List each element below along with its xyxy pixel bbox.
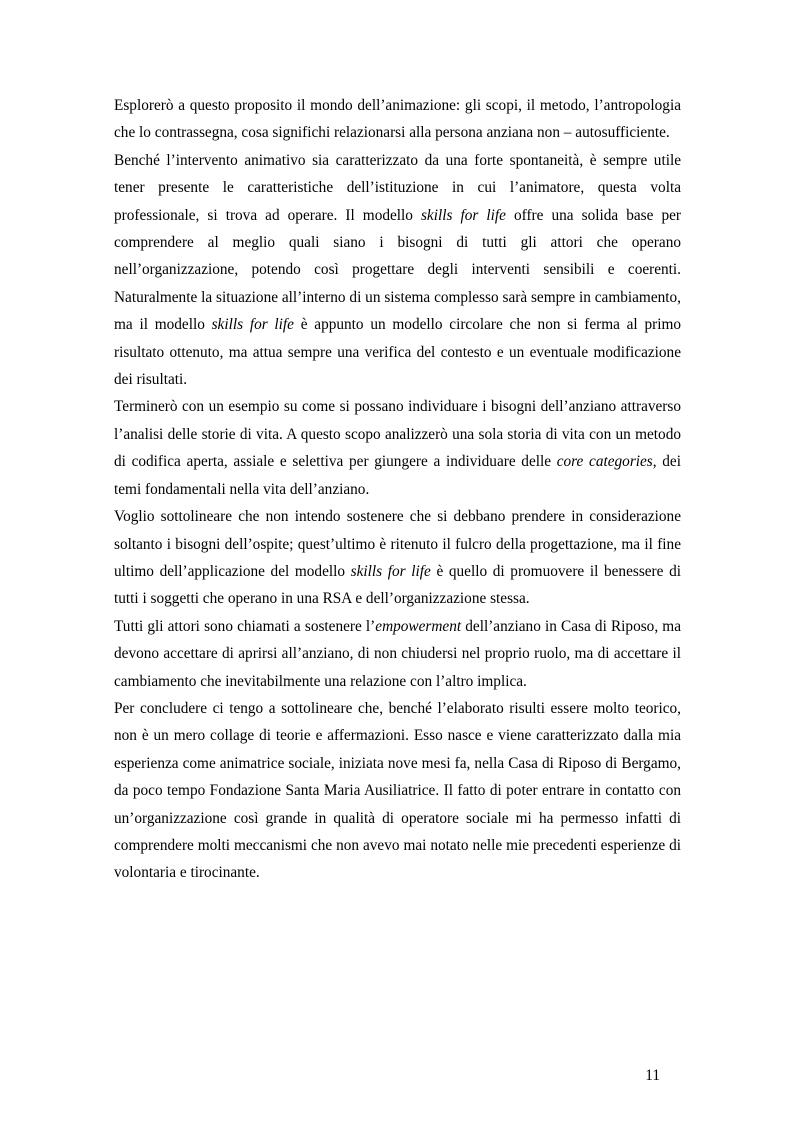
italic-term: skills for life [211,316,294,334]
text-segment: , dei temi fondamentali nella vita dell’anziano. [114,453,681,498]
paragraph-life-stories-example [114,393,681,503]
paragraph-intro-animation [114,92,681,147]
paragraph-skills-for-life-model [114,147,681,394]
paragraph-empowerment [114,613,681,695]
page-number: 11 [645,1067,660,1084]
italic-term: skills for life [420,206,506,224]
paragraph-guest-needs [114,503,681,613]
text-segment: dell’anziano in Casa di Riposo, ma devono accettare di aprirsi all’anziano, di non chiudersi nel proprio ruolo, ma di accettare il cambiamento che inevitabilmente una relazione con l’altro implica. [114,617,681,690]
text-segment: Esplorerò a questo proposito il mondo dell’animazione: gli scopi, il metodo, l’antropologia che lo contrassegna, cosa significhi relazionarsi alla persona anziana non – autosufficiente. [114,97,681,142]
text-segment: Tutti gli attori sono chiamati a sostenere l’ [114,617,376,635]
text-segment: Benché l’intervento animativo sia caratterizzato da una forte spontaneità, è sempre utile tener presente le caratteristiche dell’istituzione in cui l’animatore, questa volta professionale, si trova ad operare. Il modello [114,151,681,224]
text-segment: è quello di promuovere il benessere di tutti i soggetti che operano in una RSA e dell’organizzazione stessa. [114,562,681,608]
text-segment: Voglio sottolineare che non intendo sostenere che si debbano prendere in considerazione soltanto i bisogni dell’ospite; quest’ultimo è ritenuto il fulcro della progettazione, ma il fine ultimo dell’applicazione del modello [114,508,681,580]
text-segment: Per concludere ci tengo a sottolineare che, benché l’elaborato risulti essere molto teorico, non è un mero collage di teorie e affermazioni. Esso nasce e viene caratterizzato dalla mia esperienza come animatrice sociale, iniziata nove mesi fa, nella Casa di Riposo di Bergamo, da poco tempo Fondazione Santa Maria Ausiliatrice. Il fatto di poter entrare in contatto con un’organizzazione così grande in qualità di operatore sociale mi ha permesso infatti di comprendere molti meccanismi che non avevo mai notato nelle mie precedenti esperienze di volontaria e tirocinante. [114,699,681,882]
text-segment: è appunto un modello circolare che non si ferma al primo risultato ottenuto, ma attua sempre una verifica del contesto e un eventuale modificazione dei risultati. [114,316,681,389]
italic-term: empowerment [375,617,462,635]
text-segment: offre una solida base per comprendere al meglio quali siano i bisogni di tutti gli attori che operano nell’organizzazione, potendo così progettare degli interventi sensibili e coerenti. Naturalmente la situazione all’interno di un sistema complesso sarà sempre in cambiamento, ma il modello [114,206,681,334]
text-segment: Terminerò con un esempio su come si possano individuare i bisogni dell’anziano attraverso l’analisi delle storie di vita. A questo scopo analizzerò una sola storia di vita con un metodo di codifica aperta, assiale e selettiva per giungere a individuare delle [114,398,681,471]
italic-term: core categories [556,453,653,471]
paragraph-conclusion [114,695,681,887]
document-page [114,92,681,887]
italic-term: skills for life [350,562,431,580]
